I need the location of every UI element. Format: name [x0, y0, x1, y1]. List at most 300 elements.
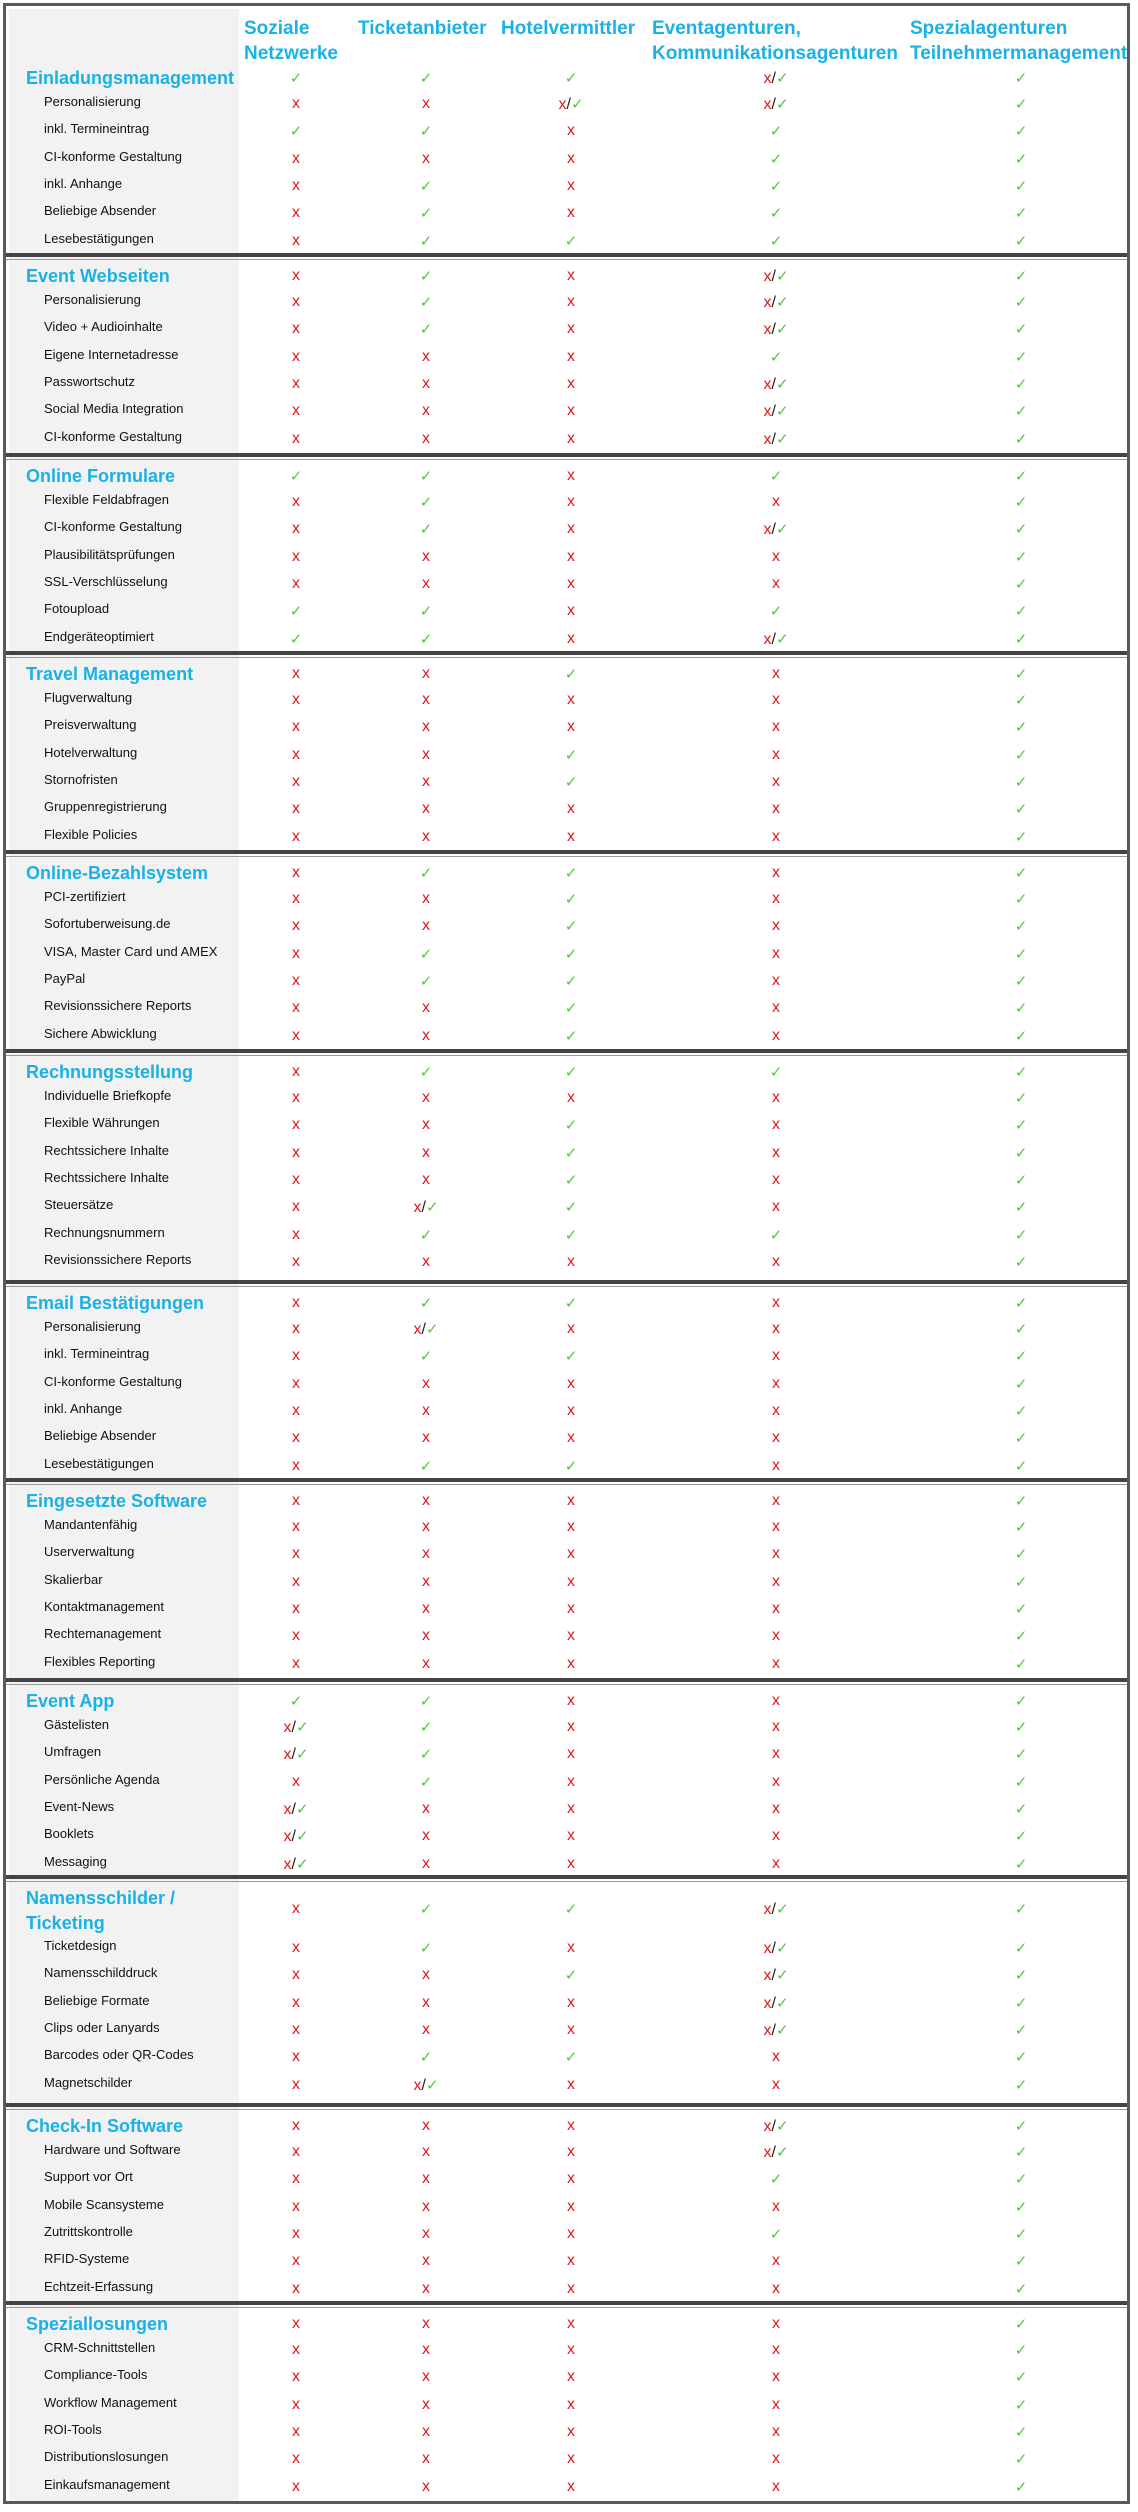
- check-mark: ✓: [775, 402, 789, 421]
- cross-mark: x: [567, 320, 575, 338]
- check-mark: ✓: [570, 95, 584, 113]
- check-icon: [991, 2226, 1051, 2243]
- section-title: [26, 1886, 175, 1936]
- cross-icon: [266, 891, 326, 907]
- row-label: Revisionssichere Reports: [44, 1251, 192, 1267]
- check-icon: [991, 1856, 1051, 1873]
- check-mark: ✓: [1014, 1492, 1028, 1510]
- cross-mark: x: [567, 2075, 575, 2093]
- row-label: Booklets: [44, 1826, 94, 1842]
- check-icon: [746, 2226, 806, 2243]
- cross-mark: x: [567, 1827, 575, 1845]
- check-icon: [991, 2077, 1051, 2094]
- row-label: Stornofristen: [44, 771, 118, 787]
- cross-icon: [266, 178, 326, 194]
- cross-mark: x: [567, 2477, 575, 2495]
- cross-mark: x: [292, 772, 300, 790]
- cross-mark: x: [567, 2279, 575, 2297]
- cross-icon: [746, 1519, 806, 1535]
- section-separator-light: [6, 1055, 1127, 1056]
- cross-icon: [541, 205, 601, 221]
- row-label: CRM-Schnittstellen: [44, 2340, 156, 2355]
- cross-icon: [396, 2171, 456, 2187]
- cross-mark: x: [567, 2450, 575, 2468]
- check-mark: ✓: [1014, 1966, 1028, 1985]
- cross-icon: [266, 1199, 326, 1215]
- cross-icon: [396, 1995, 456, 2011]
- check-icon: [991, 1967, 1051, 1984]
- cross-icon: [266, 233, 326, 249]
- cross-icon: [396, 2424, 456, 2440]
- cross-icon: [746, 1199, 806, 1215]
- check-icon: [991, 96, 1051, 113]
- cross-icon: [746, 1601, 806, 1617]
- cross-mark: x: [772, 493, 780, 510]
- check-mark: ✓: [1014, 204, 1028, 223]
- check-mark: ✓: [419, 1939, 433, 1957]
- check-mark: ✓: [419, 2048, 433, 2067]
- cross-icon: [541, 1656, 601, 1672]
- check-mark: ✓: [1014, 1627, 1028, 1646]
- slash: /: [771, 1994, 776, 2012]
- row-label: Zutrittskontrolle: [44, 2223, 133, 2239]
- cross-icon: [541, 2451, 601, 2467]
- cross-mark: x: [567, 1745, 575, 1763]
- check-mark: ✓: [775, 429, 789, 448]
- cross-icon: [396, 376, 456, 392]
- cross-icon: [746, 1376, 806, 1392]
- check-mark: ✓: [1014, 1799, 1028, 1818]
- cross-icon: [746, 1856, 806, 1872]
- cross-icon: [541, 349, 601, 365]
- check-icon: [991, 2342, 1051, 2359]
- cross-icon: [266, 946, 326, 962]
- check-icon: [396, 1940, 456, 1957]
- cross-mark: x: [772, 1320, 780, 1337]
- cross-mark: x: [422, 2279, 430, 2297]
- check-icon: [746, 1227, 806, 1244]
- check-icon: [396, 123, 456, 140]
- cross-mark: x: [567, 429, 575, 447]
- check-mark: ✓: [419, 493, 433, 511]
- check-icon: [541, 973, 601, 990]
- check-icon: [396, 1227, 456, 1244]
- cross-mark: x: [567, 1252, 575, 1270]
- row-label: CI-konforme Gestaltung: [44, 519, 183, 535]
- cross-icon: [541, 2253, 601, 2269]
- cross-mark: x: [292, 691, 300, 708]
- cross-mark: x: [772, 2279, 780, 2297]
- cross-mark: x: [292, 95, 300, 112]
- slash: /: [771, 70, 776, 87]
- cross-mark: x: [772, 1627, 780, 1645]
- cross-mark: x: [292, 2143, 300, 2160]
- cross-icon: [266, 1172, 326, 1188]
- check-mark: ✓: [1014, 1572, 1028, 1591]
- cross-mark: x: [292, 493, 300, 510]
- partial-icon: [746, 321, 806, 338]
- cross-mark: x: [567, 2422, 575, 2440]
- check-icon: [991, 1430, 1051, 1447]
- check-icon: [991, 865, 1051, 882]
- check-mark: ✓: [1014, 493, 1028, 511]
- cross-icon: [266, 692, 326, 708]
- cross-icon: [266, 1546, 326, 1562]
- cross-icon: [541, 403, 601, 419]
- section-title: Eingesetzte Software: [26, 1491, 208, 1511]
- cross-mark: x: [772, 1374, 780, 1392]
- slash: /: [291, 1719, 296, 1736]
- check-mark: ✓: [419, 864, 433, 882]
- check-icon: [991, 1064, 1051, 1081]
- check-mark: ✓: [775, 1900, 789, 1918]
- row-label: inkl. Anhange: [44, 175, 123, 191]
- check-mark: ✓: [1014, 2341, 1028, 2359]
- check-icon: [991, 1227, 1051, 1244]
- check-icon: [991, 233, 1051, 250]
- cross-icon: [266, 2342, 326, 2358]
- cross-icon: [266, 2077, 326, 2093]
- check-icon: [991, 1403, 1051, 1420]
- check-icon: [991, 1940, 1051, 1957]
- check-mark: ✓: [775, 95, 789, 113]
- check-mark: ✓: [564, 1116, 578, 1135]
- row-label: Personalisierung: [44, 1319, 141, 1334]
- cross-mark: x: [292, 1545, 300, 1563]
- cross-icon: [266, 1967, 326, 1983]
- row-label: Rechnungsnummern: [44, 1224, 165, 1240]
- cross-icon: [541, 2316, 601, 2332]
- cross-icon: [266, 494, 326, 510]
- check-mark: ✓: [564, 665, 578, 683]
- cross-icon: [746, 973, 806, 989]
- cross-mark: x: [422, 95, 430, 112]
- check-icon: [266, 123, 326, 140]
- cross-mark: x: [413, 1199, 422, 1217]
- cross-mark: x: [292, 827, 300, 845]
- check-mark: ✓: [419, 944, 433, 963]
- cross-mark: x: [567, 347, 575, 365]
- check-icon: [541, 233, 601, 250]
- check-icon: [991, 1145, 1051, 1162]
- cross-mark: x: [422, 1492, 430, 1509]
- cross-icon: [266, 2479, 326, 2495]
- check-icon: [541, 1901, 601, 1918]
- check-icon: [396, 1064, 456, 1081]
- row-label: RFID-Systeme: [44, 2251, 130, 2267]
- column-header: [244, 16, 338, 66]
- cross-mark: x: [422, 374, 430, 392]
- check-icon: [541, 747, 601, 764]
- check-icon: [541, 1458, 601, 1475]
- cross-icon: [541, 2397, 601, 2413]
- cross-mark: x: [567, 547, 575, 565]
- cross-icon: [266, 973, 326, 989]
- cross-mark: x: [422, 2197, 430, 2215]
- check-mark: ✓: [419, 602, 433, 621]
- cross-mark: x: [292, 2395, 300, 2413]
- check-mark: ✓: [1014, 1116, 1028, 1135]
- check-icon: [991, 2281, 1051, 2298]
- check-mark: ✓: [775, 69, 789, 87]
- cross-icon: [541, 2077, 601, 2093]
- cross-icon: [396, 801, 456, 817]
- cross-icon: [266, 1321, 326, 1337]
- check-icon: [991, 1199, 1051, 1216]
- cross-icon: [266, 2316, 326, 2332]
- cross-icon: [746, 1719, 806, 1735]
- cross-mark: x: [772, 1572, 780, 1590]
- cross-mark: x: [772, 2450, 780, 2468]
- check-mark: ✓: [289, 467, 303, 485]
- check-mark: ✓: [1014, 1745, 1028, 1764]
- cross-mark: x: [422, 1854, 430, 1872]
- section-title: Email Bestätigungen: [26, 1293, 205, 1313]
- check-mark: ✓: [1014, 1939, 1028, 1957]
- check-icon: [396, 321, 456, 338]
- check-icon: [991, 1574, 1051, 1591]
- cross-icon: [396, 2253, 456, 2269]
- cross-mark: x: [422, 2315, 430, 2332]
- row-label: Rechtssichere Inhalte: [44, 1169, 170, 1185]
- partial-icon: [746, 521, 806, 538]
- check-icon: [991, 123, 1051, 140]
- cross-icon: [746, 1774, 806, 1790]
- check-icon: [991, 294, 1051, 311]
- check-mark: ✓: [1014, 1347, 1028, 1366]
- check-icon: [746, 205, 806, 222]
- cross-mark: x: [567, 1374, 575, 1392]
- check-icon: [541, 918, 601, 935]
- section-separator: [6, 1875, 1127, 1879]
- cross-mark: x: [422, 1170, 430, 1188]
- check-mark: ✓: [425, 2075, 439, 2094]
- check-mark: ✓: [564, 999, 578, 1018]
- cross-mark: x: [772, 772, 780, 790]
- cross-mark: x: [567, 1518, 575, 1535]
- cross-mark: x: [772, 2048, 780, 2066]
- cross-mark: x: [292, 1026, 300, 1044]
- cross-mark: x: [567, 402, 575, 420]
- check-mark: ✓: [1014, 69, 1028, 87]
- check-mark: ✓: [1014, 547, 1028, 566]
- check-mark: ✓: [564, 1143, 578, 1162]
- cross-icon: [396, 2199, 456, 2215]
- row-label: Steuersätze: [44, 1197, 114, 1213]
- cross-mark: x: [422, 1545, 430, 1563]
- cross-mark: x: [422, 1599, 430, 1617]
- check-mark: ✓: [419, 1692, 433, 1710]
- check-mark: ✓: [769, 2170, 783, 2189]
- cross-mark: x: [292, 2450, 300, 2468]
- cross-mark: x: [567, 1401, 575, 1419]
- cross-mark: x: [292, 347, 300, 365]
- row-label: Flugverwaltung: [44, 690, 133, 705]
- check-mark: ✓: [1014, 800, 1028, 819]
- cross-icon: [746, 918, 806, 934]
- cross-mark: x: [422, 1401, 430, 1419]
- partial-icon: [396, 1199, 456, 1216]
- check-mark: ✓: [419, 122, 433, 141]
- cross-mark: x: [772, 547, 780, 565]
- check-mark: ✓: [295, 1718, 309, 1736]
- check-mark: ✓: [1014, 1089, 1028, 1107]
- row-label: Social Media Integration: [44, 401, 184, 417]
- check-icon: [396, 631, 456, 648]
- slash: /: [771, 321, 776, 339]
- cross-mark: x: [422, 2422, 430, 2440]
- cross-mark: x: [413, 2076, 422, 2094]
- column-header-line: Kommunikationsagenturen: [652, 43, 898, 64]
- check-icon: [991, 1519, 1051, 1536]
- cross-icon: [396, 403, 456, 419]
- cross-icon: [266, 521, 326, 537]
- partial-icon: [541, 96, 601, 113]
- section-separator: [6, 1478, 1127, 1482]
- check-icon: [541, 1064, 601, 1081]
- cross-icon: [541, 1940, 601, 1956]
- cross-icon: [396, 692, 456, 708]
- cross-icon: [396, 2226, 456, 2242]
- cross-mark: x: [567, 2020, 575, 2038]
- slash: /: [771, 430, 776, 448]
- check-icon: [746, 349, 806, 366]
- check-mark: ✓: [419, 320, 433, 339]
- check-icon: [991, 973, 1051, 990]
- check-mark: ✓: [1014, 2020, 1028, 2039]
- check-mark: ✓: [1014, 1320, 1028, 1338]
- check-mark: ✓: [1014, 402, 1028, 421]
- cross-mark: x: [567, 204, 575, 222]
- cross-mark: x: [772, 1692, 780, 1709]
- check-icon: [991, 2253, 1051, 2270]
- cross-mark: x: [772, 1026, 780, 1044]
- cross-mark: x: [567, 718, 575, 736]
- cross-mark: x: [567, 2315, 575, 2332]
- cross-icon: [746, 2369, 806, 2385]
- cross-mark: x: [413, 1321, 422, 1338]
- cross-icon: [396, 431, 456, 447]
- cross-mark: x: [763, 1901, 772, 1918]
- check-icon: [266, 603, 326, 620]
- check-icon: [991, 2451, 1051, 2468]
- column-header: [652, 16, 898, 66]
- check-mark: ✓: [419, 629, 433, 648]
- check-mark: ✓: [1014, 1429, 1028, 1448]
- check-icon: [991, 2049, 1051, 2066]
- cross-mark: x: [763, 403, 772, 421]
- cross-mark: x: [772, 2368, 780, 2386]
- partial-icon: [746, 2144, 806, 2161]
- cross-mark: x: [567, 149, 575, 167]
- cross-icon: [746, 747, 806, 763]
- column-header: [910, 16, 1127, 66]
- cross-mark: x: [772, 971, 780, 989]
- check-icon: [991, 2397, 1051, 2414]
- check-icon: [396, 2049, 456, 2066]
- cross-icon: [541, 376, 601, 392]
- cross-mark: x: [567, 2368, 575, 2386]
- cross-icon: [746, 1172, 806, 1188]
- cross-mark: x: [772, 1116, 780, 1134]
- slash: /: [291, 1855, 296, 1873]
- cross-icon: [396, 1430, 456, 1446]
- slash: /: [421, 2076, 426, 2094]
- cross-icon: [396, 747, 456, 763]
- check-icon: [396, 603, 456, 620]
- cross-mark: x: [772, 2315, 780, 2332]
- check-mark: ✓: [295, 1745, 309, 1764]
- cross-mark: x: [292, 917, 300, 935]
- cross-mark: x: [772, 1799, 780, 1817]
- cross-icon: [266, 1254, 326, 1270]
- check-mark: ✓: [775, 629, 789, 648]
- check-mark: ✓: [1014, 1401, 1028, 1420]
- check-icon: [396, 1719, 456, 1736]
- check-mark: ✓: [1014, 1854, 1028, 1873]
- cross-mark: x: [763, 1940, 772, 1957]
- check-icon: [541, 666, 601, 683]
- cross-mark: x: [772, 800, 780, 818]
- check-icon: [396, 946, 456, 963]
- cross-mark: x: [567, 1320, 575, 1337]
- row-label: SSL-Verschlüsselung: [44, 573, 168, 589]
- check-mark: ✓: [1014, 718, 1028, 737]
- cross-mark: x: [292, 429, 300, 447]
- check-mark: ✓: [1014, 691, 1028, 709]
- section-title-line: Namensschilder /: [26, 1888, 176, 1908]
- cross-icon: [541, 294, 601, 310]
- cross-icon: [746, 1348, 806, 1364]
- row-label: Compliance-Tools: [44, 2367, 148, 2383]
- check-icon: [266, 631, 326, 648]
- check-mark: ✓: [769, 122, 783, 141]
- row-label: Personalisierung: [44, 292, 141, 307]
- cross-mark: x: [763, 521, 772, 539]
- check-icon: [991, 268, 1051, 285]
- cross-icon: [541, 603, 601, 619]
- cross-icon: [266, 1940, 326, 1956]
- slash: /: [421, 1199, 426, 1217]
- cross-mark: x: [292, 2422, 300, 2440]
- cross-mark: x: [422, 2143, 430, 2160]
- cross-mark: x: [292, 2279, 300, 2297]
- cross-icon: [746, 1828, 806, 1844]
- cross-icon: [746, 2049, 806, 2065]
- check-mark: ✓: [1014, 149, 1028, 168]
- cross-mark: x: [567, 176, 575, 194]
- check-mark: ✓: [419, 1347, 433, 1366]
- cross-mark: x: [422, 1572, 430, 1590]
- cross-icon: [541, 2424, 601, 2440]
- cross-icon: [541, 178, 601, 194]
- cross-mark: x: [422, 745, 430, 763]
- cross-mark: x: [422, 1827, 430, 1845]
- cross-icon: [266, 1628, 326, 1644]
- row-label: PCI-zertifiziert: [44, 889, 126, 904]
- check-icon: [991, 1458, 1051, 1475]
- check-mark: ✓: [419, 1063, 433, 1081]
- cross-mark: x: [292, 2197, 300, 2215]
- cross-mark: x: [567, 2341, 575, 2358]
- cross-icon: [266, 1064, 326, 1080]
- check-mark: ✓: [1014, 176, 1028, 195]
- cross-mark: x: [422, 1252, 430, 1270]
- row-label: Clips oder Lanyards: [44, 2019, 160, 2035]
- partial-icon: [746, 96, 806, 113]
- cross-mark: x: [772, 1745, 780, 1763]
- cross-icon: [266, 719, 326, 735]
